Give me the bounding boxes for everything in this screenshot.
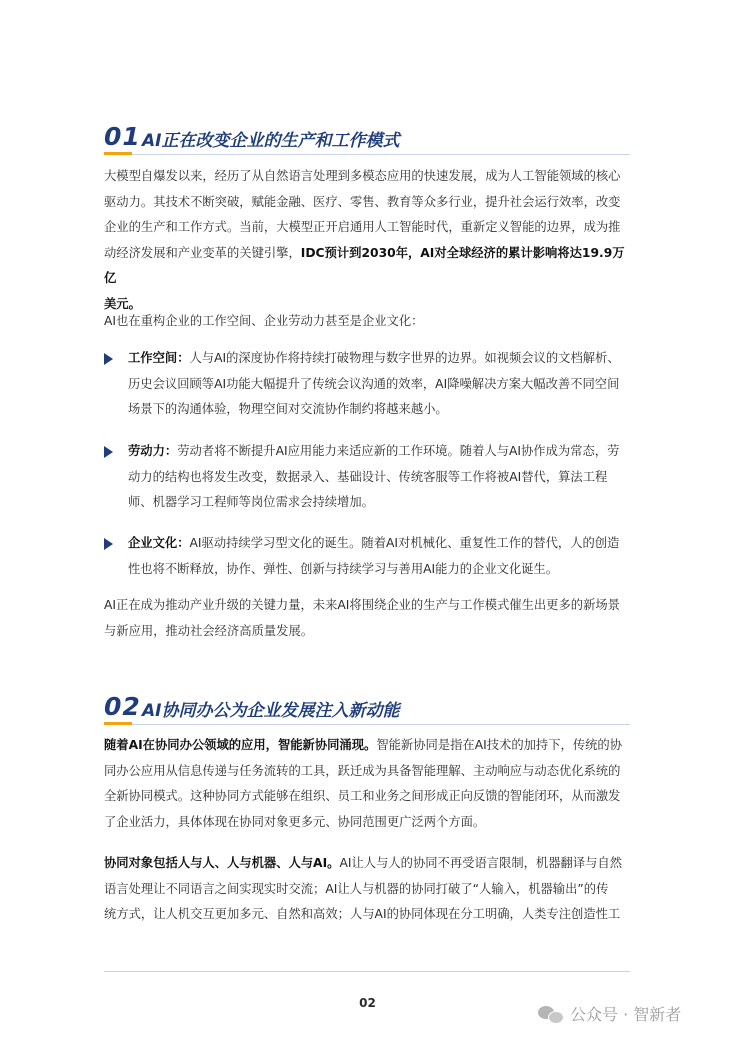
text-line: AI也在重构企业的工作空间、企业劳动力甚至是企业文化： — [104, 314, 424, 328]
highlight-text: 随着AI在协同办公领域的应用，智能新协同涌现。 — [104, 738, 377, 752]
section-1-intro — [104, 309, 632, 335]
section-1-paragraph-1 — [104, 164, 632, 317]
text-line: 智能新协同是指在AI技术的加持下，传统的协 — [376, 738, 623, 752]
triangle-bullet-icon — [104, 538, 113, 550]
wechat-icon — [538, 1004, 564, 1024]
text-line: 语言处理让不同语言之间实现实时交流；AI让人与机器的协同打破了“人输入，机器输出”的传 — [104, 881, 609, 896]
highlight-text: 美元。 — [104, 296, 141, 311]
text-line: 性也将不断释放，协作、弹性、创新与持续学习与善用AI能力的企业文化诞生。 — [128, 561, 559, 576]
bullet-label: 工作空间： — [128, 351, 190, 365]
watermark-text: 公众号 · 智新者 — [570, 1005, 682, 1024]
section-2-header — [104, 690, 630, 730]
text-line: AI让人与人的协同不再受语言限制，机器翻译与自然 — [339, 856, 623, 870]
text-line: 与新应用，推动社会经济高质量发展。 — [104, 623, 314, 638]
page-number: 02 — [359, 996, 376, 1010]
text-line: AI驱动持续学习型文化的诞生。随着AI对机械化、重复性工作的替代，人的创造 — [189, 536, 620, 550]
section-1-closing — [104, 593, 632, 644]
highlight-text: 协同对象包括人与人、人与机器、人与AI。 — [104, 856, 340, 870]
section-1-divider — [104, 154, 630, 155]
text-line: 企业的生产和工作方式。当前，大模型正开启通用人工智能时代，重新定义智能的边界，成为推 — [104, 220, 621, 234]
section-1-header — [104, 120, 630, 160]
text-line: 师、机器学习工程师等岗位需求会持续增加。 — [128, 495, 374, 509]
text-line: 动经济发展和产业变革的关键引擎， — [104, 245, 301, 260]
triangle-bullet-icon — [104, 353, 113, 365]
text-line: 同办公应用从信息传递与任务流转的工具，跃迁成为具备智能理解、主动响应与动态优化系统的 — [104, 763, 621, 778]
bullet-text — [128, 439, 632, 516]
bullet-text — [128, 531, 632, 582]
watermark — [538, 1002, 681, 1025]
footer-divider — [104, 971, 630, 972]
text-line: 劳动者将不断提升AI应用能力来适应新的工作环境。随着人与AI协作成为常态，劳 — [177, 444, 620, 458]
bullet-text — [128, 346, 632, 423]
text-line: 统方式，让人机交互更加多元、自然和高效；人与AI的协同体现在分工明确，人类专注创造性工 — [104, 907, 621, 921]
section-1-title: AI正在改变企业的生产和工作模式 — [142, 131, 400, 151]
bullet-label: 企业文化： — [128, 536, 190, 550]
text-line: 历史会议回顾等AI功能大幅提升了传统会议沟通的效率，AI降噪解决方案大幅改善不同空间 — [128, 376, 620, 391]
text-line: 驱动力。其技术不断突破，赋能金融、医疗、零售、教育等众多行业，提升社会运行效率，改变 — [104, 194, 621, 209]
triangle-bullet-icon — [104, 446, 113, 458]
section-2-title: AI协同办公为企业发展注入新动能 — [142, 701, 400, 721]
highlight-text: IDC预计到2030年，AI对全球经济的累计影响将达19.9万亿 — [104, 245, 625, 285]
section-2-paragraph-1 — [104, 733, 632, 835]
text-line: AI正在成为推动产业升级的关键力量，未来AI将围绕企业的生产与工作模式催生出更多的新场景 — [104, 598, 620, 612]
text-line: 了企业活力，具体体现在协同对象更多元、协同范围更广泛两个方面。 — [104, 814, 486, 829]
text-line: 场景下的沟通体验，物理空间对交流协作制约将越来越小。 — [128, 402, 448, 416]
text-line: 大模型自爆发以来，经历了从自然语言处理到多模态应用的快速发展，成为人工智能领域的核心 — [104, 169, 621, 183]
section-2-paragraph-2 — [104, 851, 632, 928]
section-2-accent-bar — [104, 722, 132, 725]
section-2-divider — [104, 724, 630, 725]
text-line: 动力的结构也将发生改变，数据录入、基础设计、传统客服等工作将被AI替代，算法工程 — [128, 469, 608, 484]
text-line: 人与AI的深度协作将持续打破物理与数字世界的边界。如视频会议的文档解析、 — [189, 351, 620, 365]
text-line: 全新协同模式。这种协同方式能够在组织、员工和业务之间形成正向反馈的智能闭环，从而激发 — [104, 789, 621, 803]
section-1-number: 01 — [104, 122, 141, 151]
bullet-label: 劳动力： — [128, 444, 178, 458]
section-1-accent-bar — [104, 152, 132, 155]
section-2-number: 02 — [104, 692, 141, 721]
